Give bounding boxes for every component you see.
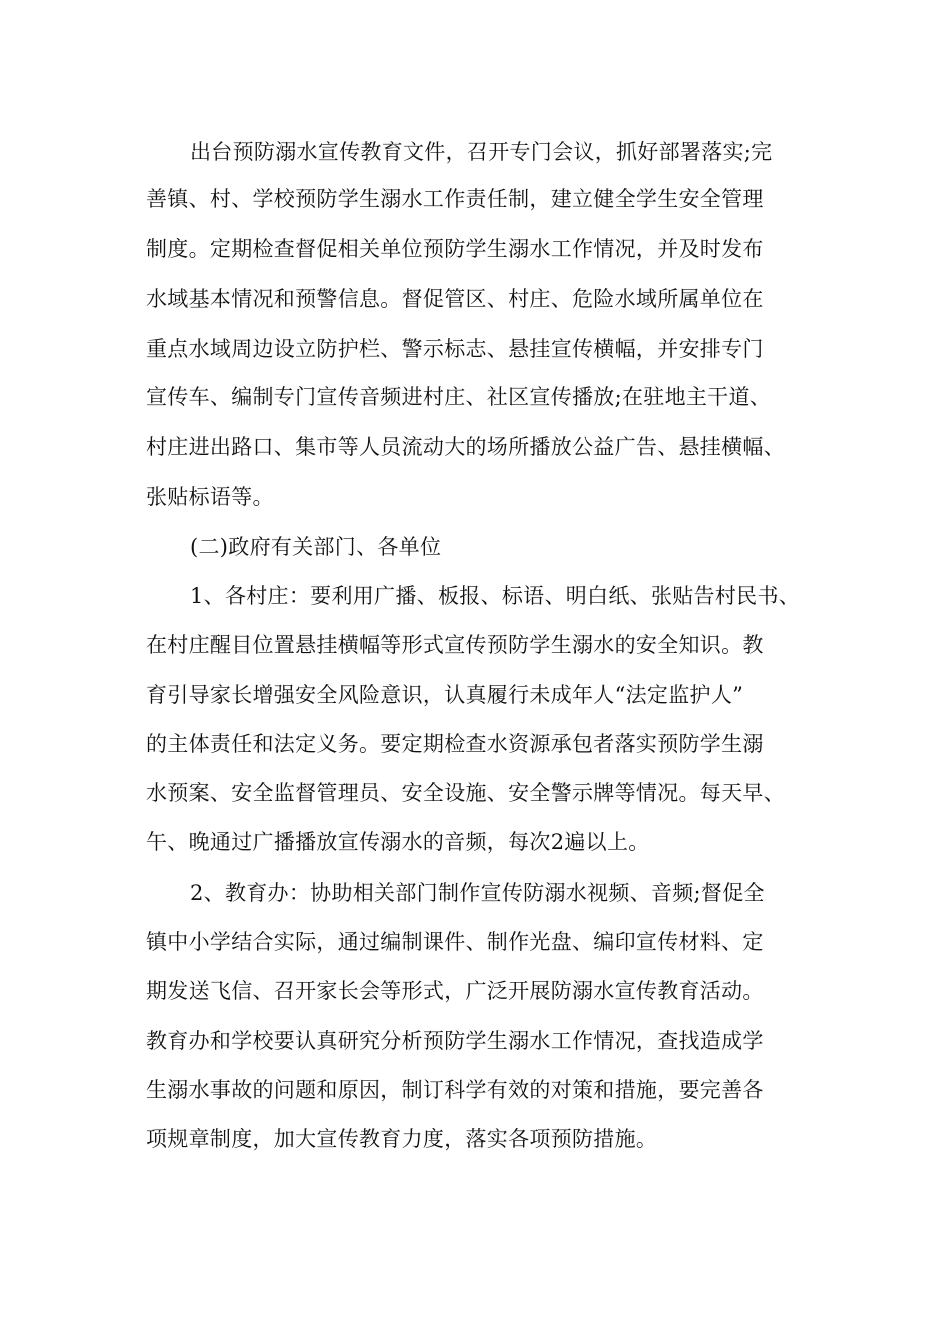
item-1-line-2: 在村庄醒目位置悬挂横幅等形式宣传预防学生溺水的安全知识。教 xyxy=(146,633,764,657)
paragraph-1-line-6: 宣传车、编制专门宣传音频进村庄、社区宣传播放;在驻地主干道、 xyxy=(146,385,772,409)
item-1-line-3: 育引导家长增强安全风险意识，认真履行未成年人“法定监护人” xyxy=(146,683,744,707)
item-2-line-3: 期发送飞信、召开家长会等形式，广泛开展防溺水宣传教育活动。 xyxy=(146,979,764,1003)
item-2-line-1: 2、教育办：协助相关部门制作宣传防溺水视频、音频;督促全 xyxy=(190,881,765,905)
paragraph-1-line-7: 村庄进出路口、集市等人员流动大的场所播放公益广告、悬挂横幅、 xyxy=(146,435,785,459)
paragraph-1-line-5: 重点水域周边设立防护栏、警示标志、悬挂宣传横幅，并安排专门 xyxy=(146,337,764,361)
paragraph-1-line-4: 水域基本情况和预警信息。督促管区、村庄、危险水域所属单位在 xyxy=(146,287,764,311)
paragraph-1-line-1: 出台预防溺水宣传教育文件，召开专门会议，抓好部署落实;完 xyxy=(190,140,773,164)
item-1-line-6: 午、晚通过广播播放宣传溺水的音频，每次2遍以上。 xyxy=(146,830,650,854)
paragraph-1-line-3: 制度。定期检查督促相关单位预防学生溺水工作情况，并及时发布 xyxy=(146,237,764,261)
section-heading: (二)政府有关部门、各单位 xyxy=(190,535,442,559)
item-2-line-4: 教育办和学校要认真研究分析预防学生溺水工作情况，查找造成学 xyxy=(146,1029,764,1053)
item-2-line-6: 项规章制度，加大宣传教育力度，落实各项预防措施。 xyxy=(146,1127,658,1151)
paragraph-1-line-8: 张贴标语等。 xyxy=(146,485,274,509)
item-2-line-5: 生溺水事故的问题和原因，制订科学有效的对策和措施，要完善各 xyxy=(146,1078,764,1102)
item-1-line-5: 水预案、安全监督管理员、安全设施、安全警示牌等情况。每天早、 xyxy=(146,781,785,805)
item-1-line-1: 1、各村庄：要利用广播、板报、标语、明白纸、张贴告村民书、 xyxy=(190,584,801,608)
item-2-line-2: 镇中小学结合实际，通过编制课件、制作光盘、编印宣传材料、定 xyxy=(146,930,764,954)
item-1-line-4: 的主体责任和法定义务。要定期检查水资源承包者落实预防学生溺 xyxy=(146,732,764,756)
paragraph-1-line-2: 善镇、村、学校预防学生溺水工作责任制，建立健全学生安全管理 xyxy=(146,187,764,211)
